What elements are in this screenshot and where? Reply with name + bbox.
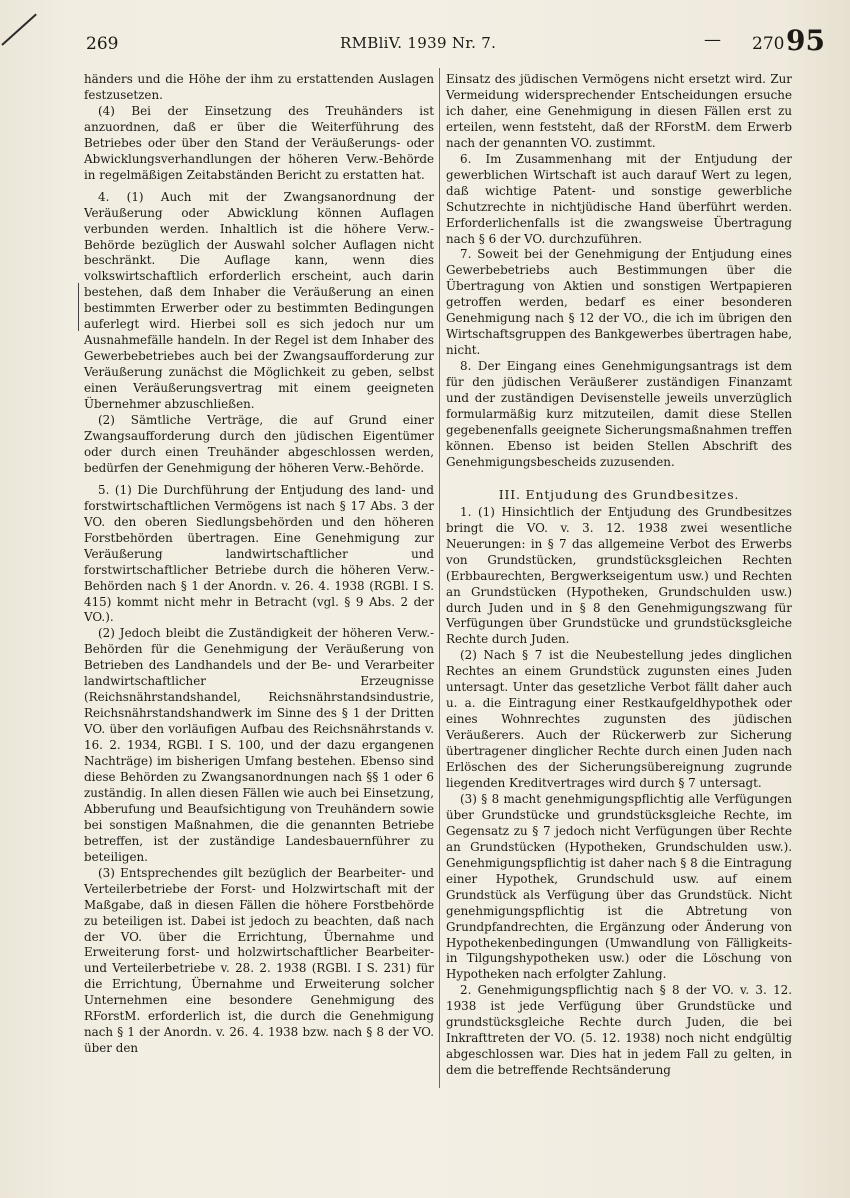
paragraph: (2) Jedoch bleibt die Zuständigkeit der höheren Verw.-Behörden für die Genehmigung der Veräußerung von Betrieben des Landhandels und der Be- und Verarbeiter landwirtschaftlicher Erzeugnisse (Reichsnährstandshandel, Reichsnährstandsindustrie, Reichsnährstandshandwerk im Sinne des § 1 der Dritten VO. über den vorläufigen Aufbau des Reichsnährstands v. 16. 2. 1934, RGBl. I S. 100, und der dazu ergangenen Nachträge) im bisherigen Umfang bestehen. Ebenso sind diese Behörden zu Zwangsanordnungen nach §§ 1 oder 6 zuständig. In allen diesen Fällen wie auch bei Einsetzung, Abberufung und Beaufsichtigung von Treuhändern sowie bei sonstigen Maßnahmen, die die genannten Betriebe betreffen, ist der zuständige Landesbauernführer zu beteiligen. (84, 626, 434, 864)
paragraph: (4) Bei der Einsetzung des Treuhänders ist anzuordnen, daß er über die Weiterführung des Betriebes oder über den Stand der Veräußerungs- oder Abwicklungsverhandlungen der höheren Verw.-Behörde in regelmäßigen Zeitabständen Bericht zu erstatten hat. (84, 103, 434, 182)
paragraph: (3) Entsprechendes gilt bezüglich der Bearbeiter- und Verteilerbetriebe der Forst- und Holzwirtschaft mit der Maßgabe, daß in diesen Fällen die höhere Forstbehörde zu beteiligen ist. Dabei ist jedoch zu beachten, daß nach der VO. über die Errichtung, Übernahme und Erweiterung forst- und holzwirtschaftlicher Bearbeiter- und Verteilerbetriebe v. 28. 2. 1938 (RGBl. I S. 231) für die Errichtung, Übernahme und Erweiterung solcher Unternehmen eine besondere Genehmigung des RForstM. erforderlich ist, die durch die Genehmigung nach § 1 der Anordn. v. 26. 4. 1938 bzw. nach § 8 der VO. über den (84, 865, 434, 1056)
paragraph: (3) § 8 macht genehmigungspflichtig alle Verfügungen über Grundstücke und grundstücksgleiche Rechte, im Gegensatz zu § 7 jedoch nicht Verfügungen über Rechte an Grundstücken (Hypotheken, Grundschulden usw.). Genehmigungspflichtig ist daher nach § 8 die Eintragung einer Hypothek, Grundschuld usw. auf einem Grundstück als Verfügung über das Grundstück. Nicht genehmigungspflichtig ist die Abtretung von Grundpfandrechten, die Ergänzung oder Änderung von Hypothekenbedingungen (Umwandlung von Fälligkeits- in Tilgungshypotheken usw.) oder die Löschung von Hypotheken nach erfolgter Zahlung. (446, 791, 792, 982)
paragraph: (2) Sämtliche Verträge, die auf Grund einer Zwangsaufforderung durch den jüdischen Eigentümer oder durch einen Treuhänder abgeschlossen werden, bedürfen der Genehmigung der höheren Verw.-Behörde. (84, 413, 434, 475)
paragraph: 7. Soweit bei der Genehmigung der Entjudung eines Gewerbebetriebs auch Bestimmungen über die Übertragung von Aktien und sonstigen Wertpapieren getroffen werden, bedarf es einer besonderen Genehmigung nach § 12 der VO., die ich im übrigen den Wirtschaftsgruppen des Bankgewerbes übertragen habe, nicht. (446, 247, 792, 358)
page-number-right: 270 (752, 34, 785, 54)
paragraph: 6. Im Zusammenhang mit der Entjudung der gewerblichen Wirtschaft ist auch darauf Wert zu legen, daß wichtige Patent- und sonstige gewerbliche Schutzrechte in nichtjüdische Hand überführt werden. Erforderlichenfalls ist die zwangsweise Übertragung nach § 6 der VO. durchzuführen. (446, 151, 792, 246)
section-heading: III. Entjudung des Grundbesitzes. (498, 486, 740, 502)
paragraph: Einsatz des jüdischen Vermögens nicht ersetzt wird. Zur Vermeidung widersprechender Entscheidungen ersuche ich daher, eine Genehmigung in diesen Fällen erst zu erteilen, wenn feststeht, daß der RForstM. dem Erwerb nach der genannten VO. zustimmt. (446, 72, 792, 150)
paragraph: 8. Der Eingang eines Genehmigungsantrags ist dem für den jüdischen Veräußerer zuständigen Finanzamt und der zuständigen Devisenstelle jeweils unverzüglich formularmäßig kurz mitzuteilen, damit diese Stellen gegebenenfalls geeignete Sicherungsmaßnahmen treffen können. Ebenso ist beiden Stellen Abschrift des Genehmigungsbescheids zuzusenden. (446, 359, 792, 469)
page-header (0, 24, 850, 60)
page-number-left: 269 (86, 34, 119, 54)
header-dash: — (704, 30, 721, 50)
paragraph: 1. (1) Hinsichtlich der Entjudung des Grundbesitzes bringt die VO. v. 3. 12. 1938 zwei wesentliche Neuerungen: in § 7 das allgemeine Verbot des Erwerbs von Grundstücken, grundstücksgleichen Rechten (Erbbaurechten, Bergwerkseigentum usw.) und Rechten an Grundstücken (Hypotheken, Grundschulden usw.) durch Juden und in § 8 den Genehmigungszwang für Verfügungen über Grundstücke und grundstücksgleiche Rechte durch Juden. (446, 504, 792, 647)
paragraph: 4. (1) Auch mit der Zwangsanordnung der Veräußerung oder Abwicklung können Auflagen verbunden werden. Inhaltlich ist die höhere Verw.-Behörde bezüglich der Auswahl solcher Auflagen nicht beschränkt. Die Auflage kann, wenn dies volkswirtschaftlich erforderlich erscheint, auch darin bestehen, daß dem Inhaber die Veräußerung an einen bestimmten Erwerber oder zu bestimmten Bedingungen auferlegt wird. Hierbei soll es sich jedoch nur um Ausnahmefälle handeln. In der Regel ist dem Inhaber des Gewerbebetriebes auch bei der Zwangsaufforderung zur Veräußerung zunächst die Möglichkeit zu geben, selbst einen Veräußerungsvertrag mit einem geeigneten Übernehmer abzuschließen. (84, 189, 434, 412)
paragraph: 5. (1) Die Durchführung der Entjudung des land- und forstwirtschaftlichen Vermögens ist nach § 17 Abs. 3 der VO. den oberen Siedlungsbehörden und den höheren Forstbehörden übertragen. Eine Genehmigung zur Veräußerung landwirtschaftlicher und forstwirtschaftlicher Betriebe durch die höheren Verw.-Behörden nach § 1 der Anordn. v. 26. 4. 1938 (RGBl. I S. 415) kommt nicht mehr in Betracht (vgl. § 9 Abs. 2 der VO.). (84, 482, 434, 625)
left-column (84, 72, 434, 1057)
paragraph: 2. Genehmigungspflichtig nach § 8 der VO. v. 3. 12. 1938 ist jede Verfügung über Grundstücke und grundstücksgleiche Rechte durch Juden, die bei Inkrafttreten der VO. (5. 12. 1938) noch nicht endgültig abgeschlossen war. Dies hat in jedem Fall zu gelten, in dem die betreffende Rechtsänderung (446, 983, 792, 1078)
stamp-number: 95 (786, 24, 825, 57)
paragraph: (2) Nach § 7 ist die Neubestellung jedes dinglichen Rechtes an einem Grundstück zugunsten eines Juden untersagt. Unter das gesetzliche Verbot fällt daher auch u. a. die Eintragung einer Restkaufgeldhypothek oder eines Wohnrechtes zugunsten des jüdischen Veräußerers. Auch der Rückerwerb zur Sicherung übertragener dinglicher Rechte durch einen Juden nach Erlöschen des der Sicherungsübereignung zugrunde liegenden Kreditvertrages wird durch § 7 untersagt. (446, 648, 792, 790)
right-column (446, 72, 792, 1079)
running-title: RMBliV. 1939 Nr. 7. (340, 34, 497, 52)
margin-mark (78, 283, 79, 331)
paragraph: händers und die Höhe der ihm zu erstattenden Auslagen festzusetzen. (84, 72, 434, 102)
column-divider (439, 68, 440, 1088)
